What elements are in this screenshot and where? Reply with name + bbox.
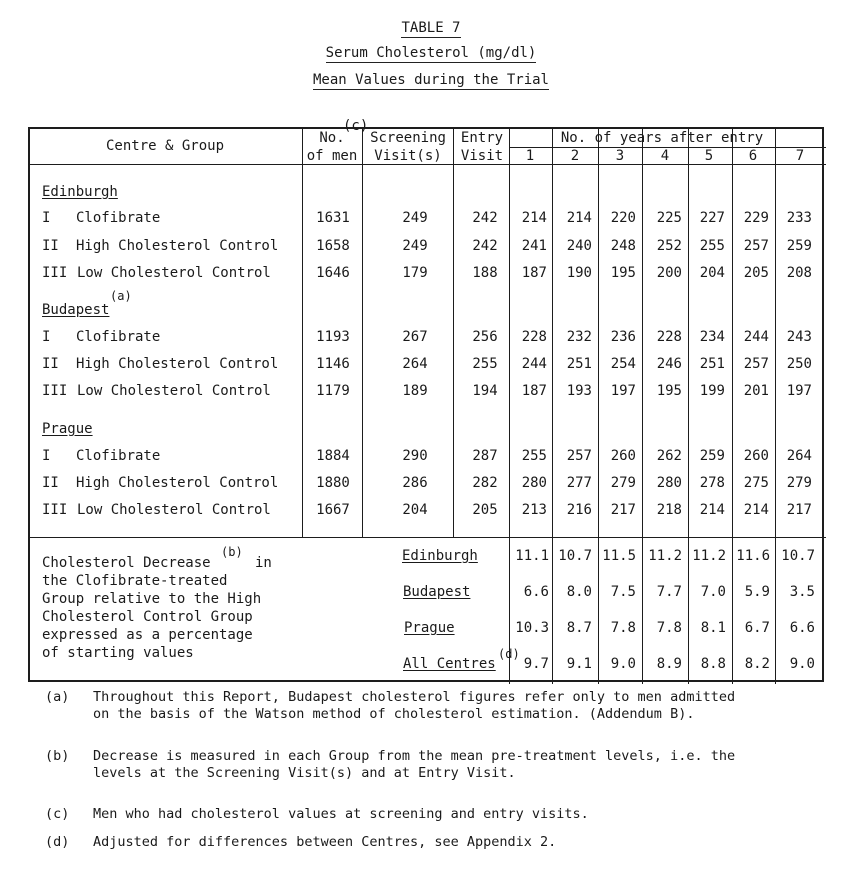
cell-year-value: 277	[566, 475, 592, 491]
cell-year-value: 195	[610, 265, 636, 281]
footnote-text-line: Decrease is measured in each Group from the mean pre-treatment levels, i.e. the	[93, 748, 736, 764]
group-roman-numeral: III	[42, 383, 68, 399]
cell-year-value: 259	[786, 238, 812, 254]
cell-year-value: 217	[786, 502, 812, 518]
cell-year-value: 279	[786, 475, 812, 491]
footnote-marker-d: (d)	[498, 647, 520, 661]
group-label: High Cholesterol Control	[76, 356, 279, 372]
group-roman-numeral: III	[42, 265, 68, 281]
group-label: Low Cholesterol Control	[77, 383, 271, 399]
group-roman-numeral: I	[42, 210, 51, 226]
cell-entry: 242	[472, 210, 498, 226]
cell-year-value: 279	[610, 475, 636, 491]
decrease-value: 8.1	[700, 620, 726, 636]
cell-year-value: 218	[656, 502, 682, 518]
cell-entry: 242	[472, 238, 498, 254]
cell-year-value: 197	[610, 383, 636, 399]
decrease-value: 8.8	[700, 656, 726, 672]
cell-screening: 179	[402, 265, 428, 281]
cell-year-value: 193	[566, 383, 592, 399]
decrease-value: 3.5	[789, 584, 815, 600]
decrease-value: 7.8	[610, 620, 636, 636]
decrease-value: 7.7	[656, 584, 682, 600]
footnote-text-line: Men who had cholesterol values at screening and entry visits.	[93, 806, 589, 822]
footnote-text-line: levels at the Screening Visit(s) and at Entry Visit.	[93, 765, 516, 781]
cell-year-value: 236	[610, 329, 636, 345]
cell-year-value: 257	[566, 448, 592, 464]
group-roman-numeral: II	[42, 475, 59, 491]
group-label: High Cholesterol Control	[76, 238, 279, 254]
cell-no-men: 1179	[316, 383, 350, 399]
group-roman-numeral: II	[42, 238, 59, 254]
decrease-description-line: the Clofibrate-treated	[42, 573, 228, 589]
cell-year-value: 262	[656, 448, 682, 464]
decrease-value: 10.7	[558, 548, 592, 564]
cell-year-value: 240	[566, 238, 592, 254]
decrease-value: 9.0	[789, 656, 815, 672]
group-roman-numeral: II	[42, 356, 59, 372]
cell-screening: 249	[402, 238, 428, 254]
cell-year-value: 241	[521, 238, 547, 254]
cell-year-value: 251	[566, 356, 592, 372]
table-rule-vertical	[688, 129, 689, 537]
table-number: TABLE 7	[401, 20, 461, 36]
header-screening: Screening	[370, 130, 446, 146]
cell-entry: 282	[472, 475, 498, 491]
decrease-value: 6.7	[744, 620, 770, 636]
cell-year-value: 220	[610, 210, 636, 226]
cell-year-value: 232	[566, 329, 592, 345]
table-rule-vertical	[552, 129, 553, 537]
footnote-label: (b)	[45, 748, 70, 764]
decrease-value: 7.8	[656, 620, 682, 636]
cell-year-value: 280	[656, 475, 682, 491]
decrease-centre-label: Prague	[404, 620, 455, 636]
cell-year-value: 200	[656, 265, 682, 281]
decrease-value: 6.6	[789, 620, 815, 636]
cell-year-value: 214	[521, 210, 547, 226]
cholesterol-table: Centre & Group No. of men (c) Screening Visit(s) Entry Visit No. of years after entry 1 2 3 4 5 6 7 Edinburgh I Clofibrate 1631 249 242 214 214 220 225 227 229 233 II High Cholesterol Control 1658 249 242 241 240 248 252 255 257 259 III Low Cholesterol Control 1646 179 188 187 190 195 200 204 205 208 Budapest (a) I Clofibrate 1193 267 256 228 232 236 228 234 244 243 II High Cholesterol Control 1146 264 255 244 251 254 246 251 257 250 III Low Cholesterol Control 1179 189 194 187 193 197 195 199 201 197 Prague I Clofibrate 1884 290 287 255 257 260 262 259 260 264 II High Cholesterol Control 1880 286 282 280 277 279 280 278 275 279 III Low Cholesterol Control 1667 204 205 213 216 217 218 214 214 217 Cholesterol Decrease (b) in the Clofibrate-treated Group relative to the High Cholesterol Control Group expressed as a percentage of starting values Edinburgh 11.1 10.7 11.5 11.2 11.2 11.6 10.7 Budapest 6.6 8.0 7.5 7.7 7.0 5.9 3.5 Prague 10.3 8.7 7.8 7.8 8.1 6.7 6.6 All Centres (d) 9.7 9.1 9.0 8.9 8.8 8.2 9.0	[28, 127, 824, 682]
header-entry-visit: Visit	[460, 148, 504, 164]
cell-year-value: 208	[786, 265, 812, 281]
centre-heading: Budapest	[42, 302, 110, 318]
cell-year-value: 217	[610, 502, 636, 518]
cell-year-value: 254	[610, 356, 636, 372]
footnote-text	[93, 689, 833, 723]
group-label: Low Cholesterol Control	[77, 265, 271, 281]
decrease-value: 8.2	[744, 656, 770, 672]
cell-screening: 204	[402, 502, 428, 518]
cell-entry: 188	[472, 265, 498, 281]
footnote-text-line: Throughout this Report, Budapest cholesterol figures refer only to men admitted	[93, 689, 736, 705]
table-rule-vertical	[775, 537, 776, 684]
footnote-text	[93, 834, 833, 851]
cell-year-value: 190	[566, 265, 592, 281]
header-year-col: 4	[660, 148, 670, 164]
table-rule-horizontal	[30, 537, 826, 538]
cell-entry: 255	[472, 356, 498, 372]
decrease-value: 7.0	[700, 584, 726, 600]
decrease-value: 9.0	[610, 656, 636, 672]
header-year-col: 2	[570, 148, 580, 164]
table-rule-vertical	[362, 129, 363, 537]
header-year-col: 3	[615, 148, 625, 164]
cell-entry: 287	[472, 448, 498, 464]
table-rule-vertical	[552, 537, 553, 684]
cell-no-men: 1646	[316, 265, 350, 281]
header-no-men: No.	[319, 130, 345, 146]
decrease-value: 6.6	[523, 584, 549, 600]
cell-year-value: 259	[699, 448, 725, 464]
footnote-text	[93, 748, 833, 782]
table-rule-horizontal	[30, 164, 826, 165]
footnote-marker-c: (c)	[343, 118, 369, 134]
header-years-after-entry: No. of years after entry	[560, 130, 764, 146]
decrease-value: 9.1	[566, 656, 592, 672]
decrease-description-line: in	[255, 555, 272, 571]
decrease-description-line: of starting values	[42, 645, 194, 661]
footnote-text-line: on the basis of the Watson method of cholesterol estimation. (Addendum B).	[93, 706, 695, 722]
table-rule-vertical	[598, 537, 599, 684]
decrease-value: 10.3	[515, 620, 549, 636]
cell-year-value: 255	[699, 238, 725, 254]
cell-no-men: 1631	[316, 210, 350, 226]
header-centre-group: Centre & Group	[105, 138, 225, 154]
cell-year-value: 214	[743, 502, 769, 518]
decrease-centre-label: Budapest	[403, 584, 471, 600]
group-label: Clofibrate	[76, 210, 161, 226]
cell-screening: 264	[402, 356, 428, 372]
footnote-text	[93, 806, 833, 823]
cell-year-value: 199	[699, 383, 725, 399]
cell-year-value: 244	[521, 356, 547, 372]
cell-year-value: 197	[786, 383, 812, 399]
cell-year-value: 216	[566, 502, 592, 518]
cell-year-value: 252	[656, 238, 682, 254]
cell-no-men: 1667	[316, 502, 350, 518]
decrease-description-line: Group relative to the High	[42, 591, 262, 607]
header-year-col: 1	[525, 148, 535, 164]
decrease-value: 11.2	[692, 548, 726, 564]
header-year-col: 6	[748, 148, 758, 164]
cell-year-value: 213	[521, 502, 547, 518]
decrease-value: 8.9	[656, 656, 682, 672]
cell-year-value: 227	[699, 210, 725, 226]
cell-year-value: 278	[699, 475, 725, 491]
decrease-description-line: Cholesterol Decrease	[42, 555, 211, 571]
table-rule-vertical	[509, 129, 510, 537]
cell-year-value: 244	[743, 329, 769, 345]
cell-year-value: 257	[743, 356, 769, 372]
decrease-value: 8.0	[566, 584, 592, 600]
header-entry: Entry	[460, 130, 504, 146]
cell-year-value: 260	[743, 448, 769, 464]
decrease-centre-label: All Centres	[403, 656, 496, 672]
cell-year-value: 234	[699, 329, 725, 345]
decrease-value: 9.7	[523, 656, 549, 672]
decrease-value: 11.6	[736, 548, 770, 564]
cell-year-value: 248	[610, 238, 636, 254]
group-roman-numeral: I	[42, 329, 51, 345]
footnote-text-line: Adjusted for differences between Centres, see Appendix 2.	[93, 834, 557, 850]
table-title: Serum Cholesterol (mg/dl)	[325, 45, 537, 61]
cell-year-value: 255	[521, 448, 547, 464]
cell-year-value: 228	[656, 329, 682, 345]
group-roman-numeral: III	[42, 502, 68, 518]
header-year-col: 7	[795, 148, 805, 164]
cell-year-value: 233	[786, 210, 812, 226]
cell-screening: 286	[402, 475, 428, 491]
cell-no-men: 1193	[316, 329, 350, 345]
cell-no-men: 1146	[316, 356, 350, 372]
table-rule-vertical	[453, 129, 454, 537]
cell-year-value: 275	[743, 475, 769, 491]
cell-year-value: 280	[521, 475, 547, 491]
cell-year-value: 260	[610, 448, 636, 464]
table-rule-vertical	[642, 537, 643, 684]
decrease-value: 8.7	[566, 620, 592, 636]
decrease-description-line: Cholesterol Control Group	[42, 609, 253, 625]
table-rule-vertical	[598, 129, 599, 537]
cell-year-value: 246	[656, 356, 682, 372]
cell-year-value: 250	[786, 356, 812, 372]
cell-entry: 256	[472, 329, 498, 345]
decrease-description-line: expressed as a percentage	[42, 627, 253, 643]
cell-no-men: 1658	[316, 238, 350, 254]
footnote-label: (a)	[45, 689, 70, 705]
cell-year-value: 201	[743, 383, 769, 399]
decrease-centre-label: Edinburgh	[402, 548, 478, 564]
cell-year-value: 187	[521, 265, 547, 281]
header-year-col: 5	[704, 148, 714, 164]
cell-year-value: 214	[566, 210, 592, 226]
cell-screening: 249	[402, 210, 428, 226]
cell-year-value: 243	[786, 329, 812, 345]
decrease-value: 10.7	[781, 548, 815, 564]
table-rule-vertical	[732, 537, 733, 684]
decrease-value: 11.2	[648, 548, 682, 564]
table-rule-vertical	[688, 537, 689, 684]
group-label: High Cholesterol Control	[76, 475, 279, 491]
cell-entry: 205	[472, 502, 498, 518]
table-rule-vertical	[642, 129, 643, 537]
cell-year-value: 228	[521, 329, 547, 345]
header-of-men: of men	[306, 148, 358, 164]
table-rule-vertical	[732, 129, 733, 537]
cell-year-value: 257	[743, 238, 769, 254]
cell-year-value: 204	[699, 265, 725, 281]
cell-screening: 290	[402, 448, 428, 464]
cell-year-value: 229	[743, 210, 769, 226]
decrease-value: 7.5	[610, 584, 636, 600]
cell-year-value: 195	[656, 383, 682, 399]
centre-heading: Edinburgh	[42, 184, 118, 200]
footnote-marker-b: (b)	[221, 545, 243, 559]
table-rule-vertical	[302, 129, 303, 537]
group-roman-numeral: I	[42, 448, 51, 464]
cell-year-value: 251	[699, 356, 725, 372]
centre-heading: Prague	[42, 421, 93, 437]
cell-year-value: 214	[699, 502, 725, 518]
cell-year-value: 187	[521, 383, 547, 399]
cell-entry: 194	[472, 383, 498, 399]
cell-screening: 189	[402, 383, 428, 399]
decrease-value: 5.9	[744, 584, 770, 600]
group-label: Clofibrate	[76, 329, 161, 345]
cell-year-value: 225	[656, 210, 682, 226]
cell-no-men: 1880	[316, 475, 350, 491]
cell-year-value: 264	[786, 448, 812, 464]
group-label: Clofibrate	[76, 448, 161, 464]
header-visits: Visit(s)	[374, 148, 442, 164]
decrease-value: 11.5	[602, 548, 636, 564]
cell-screening: 267	[402, 329, 428, 345]
decrease-value: 11.1	[515, 548, 549, 564]
table-rule-vertical	[775, 129, 776, 537]
footnote-label: (c)	[45, 806, 70, 822]
cell-year-value: 205	[743, 265, 769, 281]
group-label: Low Cholesterol Control	[77, 502, 271, 518]
table-subtitle: Mean Values during the Trial	[312, 72, 549, 88]
footnote-label: (d)	[45, 834, 70, 850]
cell-no-men: 1884	[316, 448, 350, 464]
